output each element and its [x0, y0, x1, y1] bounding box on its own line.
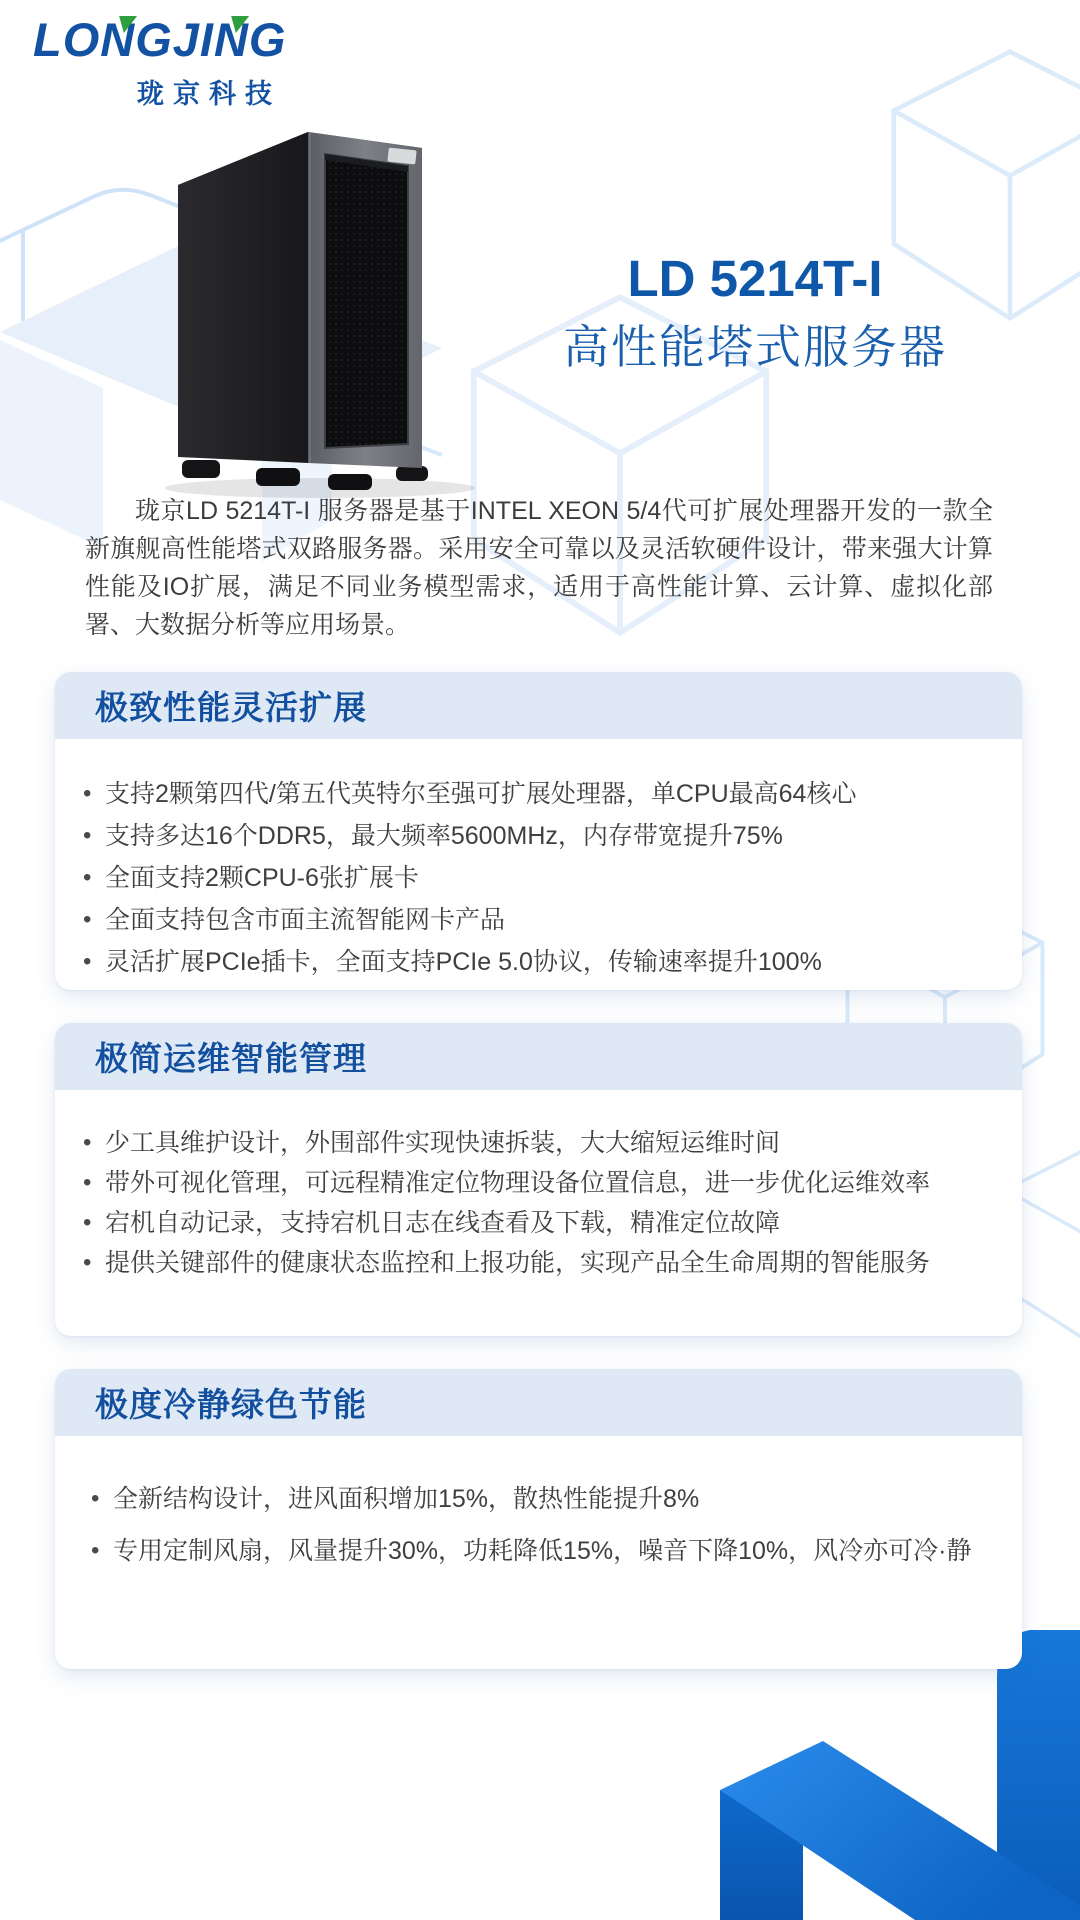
product-description: 珑京LD 5214T-I 服务器是基于INTEL XEON 5/4代可扩展处理器开发的一款全新旗舰高性能塔式双路服务器。采用安全可靠以及灵活软硬件设计，带来强大计算性能及IO扩展，满足不同业务模型需求，适用于高性能计算、云计算、虚拟化部署、大数据分析等应用场景。 [85, 497, 993, 639]
logo-wordmark: LONGJING [33, 13, 287, 66]
list-item-text: 支持2颗第四代/第五代英特尔至强可扩展处理器，单CPU最高64核心 [105, 780, 857, 808]
list-item [83, 1206, 986, 1240]
list-item [83, 861, 986, 895]
list-item-text: 提供关键部件的健康状态监控和上报功能，实现产品全生命周期的智能服务 [105, 1249, 931, 1277]
bullet-icon: • [91, 1485, 100, 1512]
list-item [83, 819, 986, 853]
bullet-list [83, 1482, 986, 1568]
brand-logo [33, 10, 285, 111]
bullet-icon: • [83, 1129, 92, 1156]
list-item [83, 1166, 986, 1200]
card-header [55, 1023, 1022, 1090]
list-item-text: 少工具维护设计，外围部件实现快速拆装，大大缩短运维时间 [105, 1129, 781, 1157]
feature-card-management [55, 1023, 1022, 1336]
card-title: 极致性能灵活扩展 [95, 689, 367, 726]
list-item-text: 全面支持包含市面主流智能网卡产品 [105, 906, 506, 934]
card-body [55, 1436, 1022, 1568]
list-item [83, 945, 986, 979]
bullet-list [83, 777, 986, 979]
bullet-icon: • [91, 1537, 100, 1564]
list-item [83, 1246, 986, 1280]
list-item [83, 1482, 986, 1516]
list-item-text: 全新结构设计，进风面积增加15%，散热性能提升8% [113, 1485, 700, 1513]
card-title: 极简运维智能管理 [95, 1040, 367, 1077]
list-item-text: 专用定制风扇，风量提升30%，功耗降低15%，噪音下降10%，风冷亦可冷·静 [113, 1537, 972, 1565]
feature-card-cooling [55, 1369, 1022, 1669]
card-body [55, 1090, 1022, 1280]
feature-cards [55, 672, 1022, 1669]
bullet-icon: • [83, 1209, 92, 1236]
list-item [83, 1534, 986, 1568]
product-model: LD 5214T-I [627, 250, 883, 307]
bullet-icon: • [83, 822, 92, 849]
bullet-icon: • [83, 948, 92, 975]
bullet-list [83, 1126, 986, 1280]
list-item-text: 宕机自动记录，支持宕机日志在线查看及下载，精准定位故障 [105, 1209, 781, 1237]
list-item-text: 灵活扩展PCIe插卡，全面支持PCIe 5.0协议，传输速率提升100% [105, 948, 822, 976]
feature-card-performance [55, 672, 1022, 990]
bullet-icon: • [83, 906, 92, 933]
list-item-text: 带外可视化管理，可远程精准定位物理设备位置信息，进一步优化运维效率 [105, 1169, 931, 1197]
product-title-block [530, 248, 980, 376]
bullet-icon: • [83, 780, 92, 807]
bullet-icon: • [83, 864, 92, 891]
card-body [55, 739, 1022, 979]
list-item [83, 1126, 986, 1160]
bullet-icon: • [83, 1169, 92, 1196]
logo-tagline: 珑京科技 [137, 79, 281, 109]
list-item-text: 支持多达16个DDR5，最大频率5600MHz，内存带宽提升75% [105, 822, 783, 850]
card-header [55, 1369, 1022, 1436]
product-subtitle: 高性能塔式服务器 [563, 321, 947, 373]
bullet-icon: • [83, 1249, 92, 1276]
list-item [83, 777, 986, 811]
list-item-text: 全面支持2颗CPU-6张扩展卡 [105, 864, 419, 892]
card-header [55, 672, 1022, 739]
card-title: 极度冷静绿色节能 [95, 1386, 367, 1423]
server-tower-image [160, 112, 500, 507]
list-item [83, 903, 986, 937]
